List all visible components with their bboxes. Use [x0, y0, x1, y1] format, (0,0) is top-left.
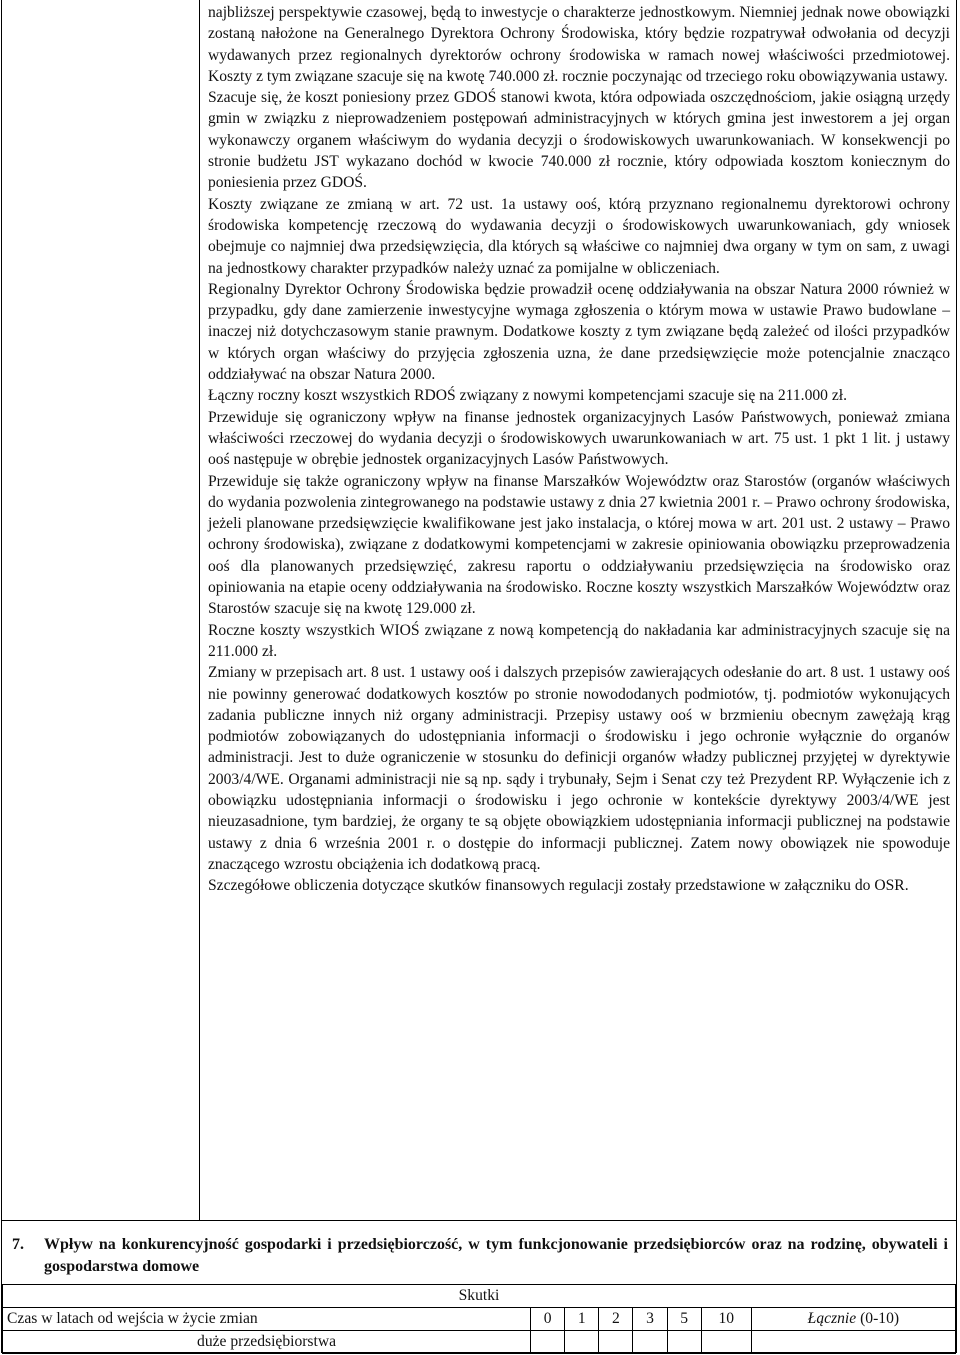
year-cell: 2 — [599, 1308, 633, 1331]
paragraph-wios: Roczne koszty wszystkich WIOŚ związane z nową kompetencją do nakładania kar administracyjnych szacuje się na 211.000 zł. — [208, 621, 950, 660]
paragraph-jst-income: Szacuje się, że koszt poniesiony przez GDOŚ stanowi kwota, która odpowiada oszczędnościom, jakie osiągną urzędy gmin w związku z nieprowadzeniem postępowań administracyjnych w których gmina jest inwestorem a jej organ wykonawczy organem właściwym do wydania decyzji o środowiskowych uwarunkowaniach. W konsekwencji po stronie budżetu JST wykazano dochód w kwocie 740.000 zł rocznie, który odpowiada kosztom koniecznym do poniesienia przez GDOŚ. — [208, 89, 950, 192]
data-cell — [531, 1331, 565, 1354]
total-header — [751, 1308, 955, 1331]
data-cell — [565, 1331, 599, 1354]
paragraph-attachment: Szczegółowe obliczenia dotyczące skutków finansowych regulacji zostały przedstawione w załączniku do OSR. — [208, 877, 909, 895]
paragraph-art-72: Koszty związane ze zmianą w art. 72 ust. 1a ustawy ooś, którą przyznano regionalnemu dyrektorowi ochrony środowiska kompetencję rzeczową do wydawania decyzji o środowiskowych uwarunkowaniach, gdy wniosek obejmuje co najmniej dwa przedsięwzięcia, dla których są właściwe co najmniej dwa organy w tym on sam, z uwagi na jednostkowy charakter przypadków należy uznać za pomijalne w obliczeniach. — [208, 195, 950, 277]
section-title-text: Wpływ na konkurencyjność gospodarki i przedsiębiorczość, w tym funkcjonowanie przedsiębiorców oraz na rodzinę, obywateli i gospodarstwa domowe — [44, 1236, 948, 1275]
table-header-row — [3, 1308, 956, 1331]
data-cell — [701, 1331, 751, 1354]
section-7-header — [2, 1220, 956, 1276]
year-cell: 3 — [633, 1308, 667, 1331]
body-text — [208, 2, 950, 896]
paragraph-natura-2000: Regionalny Dyrektor Ochrony Środowiska będzie prowadził ocenę oddziaływania na obszar Natura 2000 również w przypadku, gdy dane zamierzenie inwestycyjne wymaga zgłoszenia o którym mowa w ustawie Prawo budowlane – inaczej niż dotychczasowym stanie prawnym. Dodatkowe koszty z tym związane będą zależeć od ilości przypadków w których organ właściwy do przyjęcia zgłoszenia uzna, że dane przedsięwzięcie może potencjalnie znacząco oddziaływać na obszar Natura 2000. — [208, 280, 950, 384]
section-number: 7. — [12, 1236, 24, 1253]
table-row — [3, 1331, 956, 1354]
paragraph-lasy-panstwowe: Przewiduje się ograniczony wpływ na finanse jednostek organizacyjnych Lasów Państwowych, ponieważ zmiana właściwości rzeczowej do wydania decyzji o środowiskowych uwarunkowaniach w art. 75 ust. 1 pkt 1 lit. j ustawy ooś następuje w obrębie jednostek organizacyjnych Lasów Państwowych. — [208, 408, 950, 469]
table-caption-row — [3, 1285, 956, 1308]
total-range: (0-10) — [860, 1310, 900, 1327]
effects-table — [2, 1284, 956, 1354]
total-label: Łącznie — [807, 1310, 857, 1327]
paragraph-marszalkowie: Przewiduje się także ograniczony wpływ na finanse Marszałków Województw oraz Starostów (organów właściwych do wydania pozwolenia zintegrowanego na podstawie ustawy z dnia 27 kwietnia 2001 r. – Prawo ochrony środowiska, jeżeli planowane przedsięwzięcie kwalifikowane jest jako instalacja, o której mowa w art. 201 ust. 2 ustawy – Prawo ochrony środowiska), związane z dodatkowymi kompetencjami w zakresie opiniowania obowiązku przeprowadzenia ooś dla planowanych przedsięwzięć, zakresu raportu o oddziaływaniu przedsięwzięcia na środowisko oraz opiniowania na etapie oceny oddziaływania na środowisko. Roczne koszty wszystkich Marszałków Województw oraz Starostów szacuje się na kwotę 129.000 zł. — [208, 472, 950, 618]
data-cell — [633, 1331, 667, 1354]
data-cell — [667, 1331, 701, 1354]
year-cell: 0 — [531, 1308, 565, 1331]
year-cell: 5 — [667, 1308, 701, 1331]
row-label: duże przedsiębiorstwa — [3, 1331, 531, 1354]
paragraph-rdos-total: Łączny roczny koszt wszystkich RDOŚ związany z nowymi kompetencjami szacuje się na 211.000 zł. — [208, 387, 848, 405]
data-cell — [751, 1331, 955, 1354]
paragraph-gdos-costs: najbliższej perspektywie czasowej, będą to inwestycje o charakterze jednostkowym. Niemniej jednak nowe obowiązki zostaną nałożone na Generalnego Dyrektora Ochrony Środowiska, który będzie rozpatrywał odwołania od decyzji wydawanych przez regionalnych dyrektorów ochrony środowiska w ramach nowej właściwości przedmiotowej. Koszty z tym związane szacuje się na kwotę 740.000 zł. rocznie poczynając od trzeciego roku obowiązywania ustawy. — [208, 4, 950, 85]
section-title — [12, 1234, 948, 1278]
left-column — [2, 0, 200, 1220]
table-caption: Skutki — [3, 1285, 956, 1308]
data-cell — [599, 1331, 633, 1354]
header-label: Czas w latach od wejścia w życie zmian — [3, 1308, 531, 1331]
year-cell: 10 — [701, 1308, 751, 1331]
document-frame — [1, 0, 957, 1353]
paragraph-art-8: Zmiany w przepisach art. 8 ust. 1 ustawy ooś i dalszych przepisów zawierających odesłanie do art. 8 ust. 1 ustawy ooś nie powinny generować dodatkowych kosztów po stronie nowododanych podmiotów, tj. podmiotów wykonujących zadania publiczne innych niż organy administracji. Przepisy ustawy ooś w brzmieniu obecnym zawężają krąg podmiotów zobowiązanych do udostępniania informacji o środowisku i jego ochronie wyłącznie do organów administracji. Jest to duże ograniczenie w stosunku do definicji organów władzy publicznej przyjętej w dyrektywie 2003/4/WE. Organami administracji nie są np. sądy i trybunały, Sejm i Senat czy też Prezydent RP. Wyłączenie ich z obowiązku udostępniania informacji o środowisku i jego ochronie w kontekście dyrektywy 2003/4/WE jest nieuzasadnione, tym bardziej, że organy te są objęte obowiązkiem udostępniania informacji publicznej na podstawie ustawy z dnia 6 września 2001 r. o dostępie do informacji publicznej. Zatem nowy obowiązek nie spowoduje znaczącego wzrostu obciążenia ich dodatkową pracą. — [208, 664, 950, 873]
year-cell: 1 — [565, 1308, 599, 1331]
